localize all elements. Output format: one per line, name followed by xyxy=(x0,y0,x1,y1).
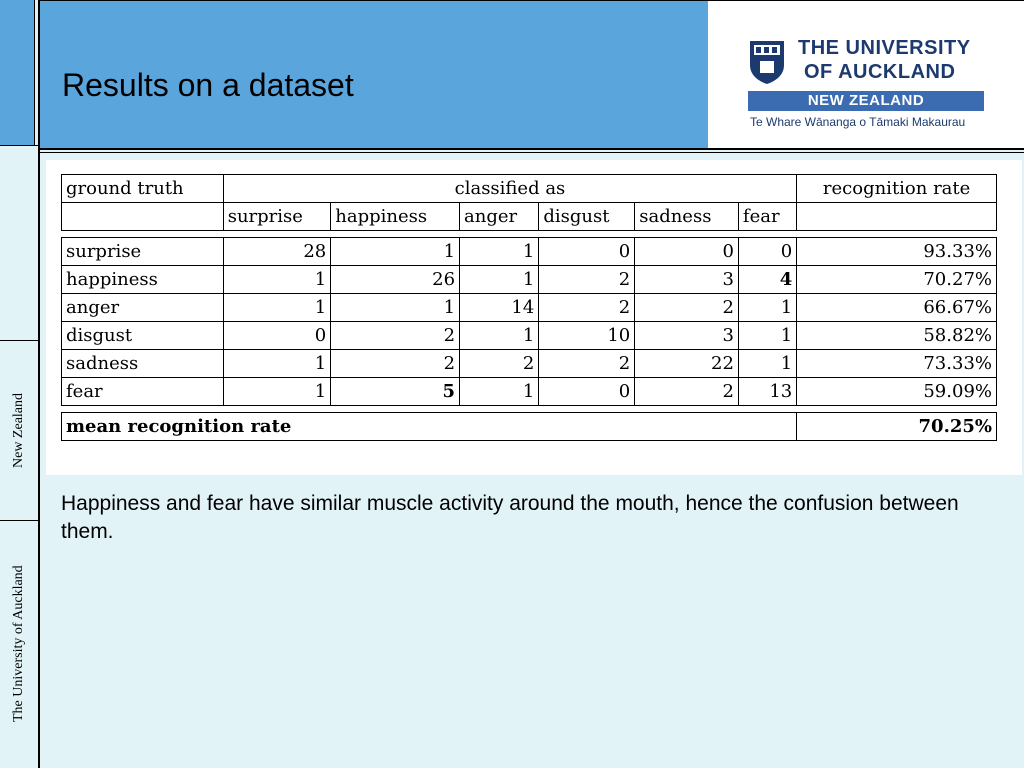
column-header: disgust xyxy=(539,203,635,231)
empty-cell xyxy=(797,203,997,231)
table-cell: 22 xyxy=(635,350,739,378)
table-cell: 0 xyxy=(539,238,635,266)
table-row xyxy=(62,266,997,294)
logo-subtitle: Te Whare Wānanga o Tāmaki Makaurau xyxy=(750,115,966,129)
row-label: disgust xyxy=(62,322,224,350)
column-header: happiness xyxy=(331,203,460,231)
table-cell: 0 xyxy=(223,322,331,350)
rate-cell: 58.82% xyxy=(797,322,997,350)
table-cell: 2 xyxy=(331,350,460,378)
header-classified-as: classified as xyxy=(223,175,797,203)
table-cell: 1 xyxy=(331,238,460,266)
row-label: fear xyxy=(62,378,224,406)
header-rule xyxy=(40,148,1024,150)
header-bar xyxy=(40,0,708,150)
mean-row xyxy=(62,413,997,441)
left-sidebar xyxy=(0,0,40,768)
table-cell: 28 xyxy=(223,238,331,266)
rate-cell: 59.09% xyxy=(797,378,997,406)
rate-cell: 73.33% xyxy=(797,350,997,378)
empty-cell xyxy=(62,203,224,231)
logo-text-line1: THE UNIVERSITY xyxy=(798,37,971,59)
sidebar-label-university: The University of Auckland xyxy=(11,565,26,723)
table-cell: 2 xyxy=(635,294,739,322)
logo-band: NEW ZEALAND xyxy=(748,91,984,111)
sidebar-divider xyxy=(0,145,38,146)
row-label: happiness xyxy=(62,266,224,294)
row-label: anger xyxy=(62,294,224,322)
sidebar-divider xyxy=(0,340,38,341)
table-cell: 0 xyxy=(635,238,739,266)
table-header-row xyxy=(62,175,997,203)
mean-value: 70.25% xyxy=(797,413,997,441)
table-cell-highlight: 5 xyxy=(331,378,460,406)
table-cell: 1 xyxy=(331,294,460,322)
table-row xyxy=(62,350,997,378)
row-label: sadness xyxy=(62,350,224,378)
table-cell: 1 xyxy=(223,294,331,322)
sidebar-accent xyxy=(0,0,35,145)
table-cell: 1 xyxy=(460,378,539,406)
table-cell: 1 xyxy=(460,266,539,294)
table-cell-highlight: 4 xyxy=(738,266,796,294)
column-header: sadness xyxy=(635,203,739,231)
column-header: surprise xyxy=(223,203,331,231)
table-row xyxy=(62,322,997,350)
rate-cell: 66.67% xyxy=(797,294,997,322)
table-cell: 0 xyxy=(539,378,635,406)
table-row xyxy=(62,238,997,266)
table-row xyxy=(62,294,997,322)
table-cell: 14 xyxy=(460,294,539,322)
table-cell: 2 xyxy=(460,350,539,378)
table-cell: 2 xyxy=(539,266,635,294)
table-cell: 2 xyxy=(635,378,739,406)
sidebar-label-country: New Zealand xyxy=(11,392,26,468)
table-cell: 1 xyxy=(223,350,331,378)
rate-cell: 93.33% xyxy=(797,238,997,266)
table-cell: 1 xyxy=(460,238,539,266)
confusion-matrix-panel xyxy=(46,160,1022,475)
column-header: anger xyxy=(460,203,539,231)
table-row xyxy=(62,378,997,406)
logo-text-line2: OF AUCKLAND xyxy=(804,61,956,83)
table-cell: 1 xyxy=(738,294,796,322)
table-cell: 13 xyxy=(738,378,796,406)
table-cell: 1 xyxy=(460,322,539,350)
table-cell: 1 xyxy=(738,322,796,350)
header-recognition-rate: recognition rate xyxy=(797,175,997,203)
university-logo xyxy=(708,0,1024,150)
column-header: fear xyxy=(738,203,796,231)
table-cell: 10 xyxy=(539,322,635,350)
body-text: Happiness and fear have similar muscle activity around the mouth, hence the confusion between them. xyxy=(61,492,959,543)
header-ground-truth: ground truth xyxy=(62,175,224,203)
crest-icon xyxy=(748,39,786,85)
sidebar-divider xyxy=(0,520,38,521)
table-cell: 3 xyxy=(635,266,739,294)
table-cell: 1 xyxy=(223,378,331,406)
table-cell: 2 xyxy=(539,294,635,322)
header-rule xyxy=(40,152,1024,153)
table-cell: 3 xyxy=(635,322,739,350)
table-cell: 2 xyxy=(331,322,460,350)
table-cell: 26 xyxy=(331,266,460,294)
table-cell: 0 xyxy=(738,238,796,266)
table-cell: 2 xyxy=(539,350,635,378)
table-cell: 1 xyxy=(223,266,331,294)
table-cell: 1 xyxy=(738,350,796,378)
mean-label: mean recognition rate xyxy=(62,413,797,441)
rate-cell: 70.27% xyxy=(797,266,997,294)
row-label: surprise xyxy=(62,238,224,266)
confusion-matrix-table xyxy=(61,174,997,441)
page-title: Results on a dataset xyxy=(62,67,354,103)
table-subheader-row xyxy=(62,203,997,231)
